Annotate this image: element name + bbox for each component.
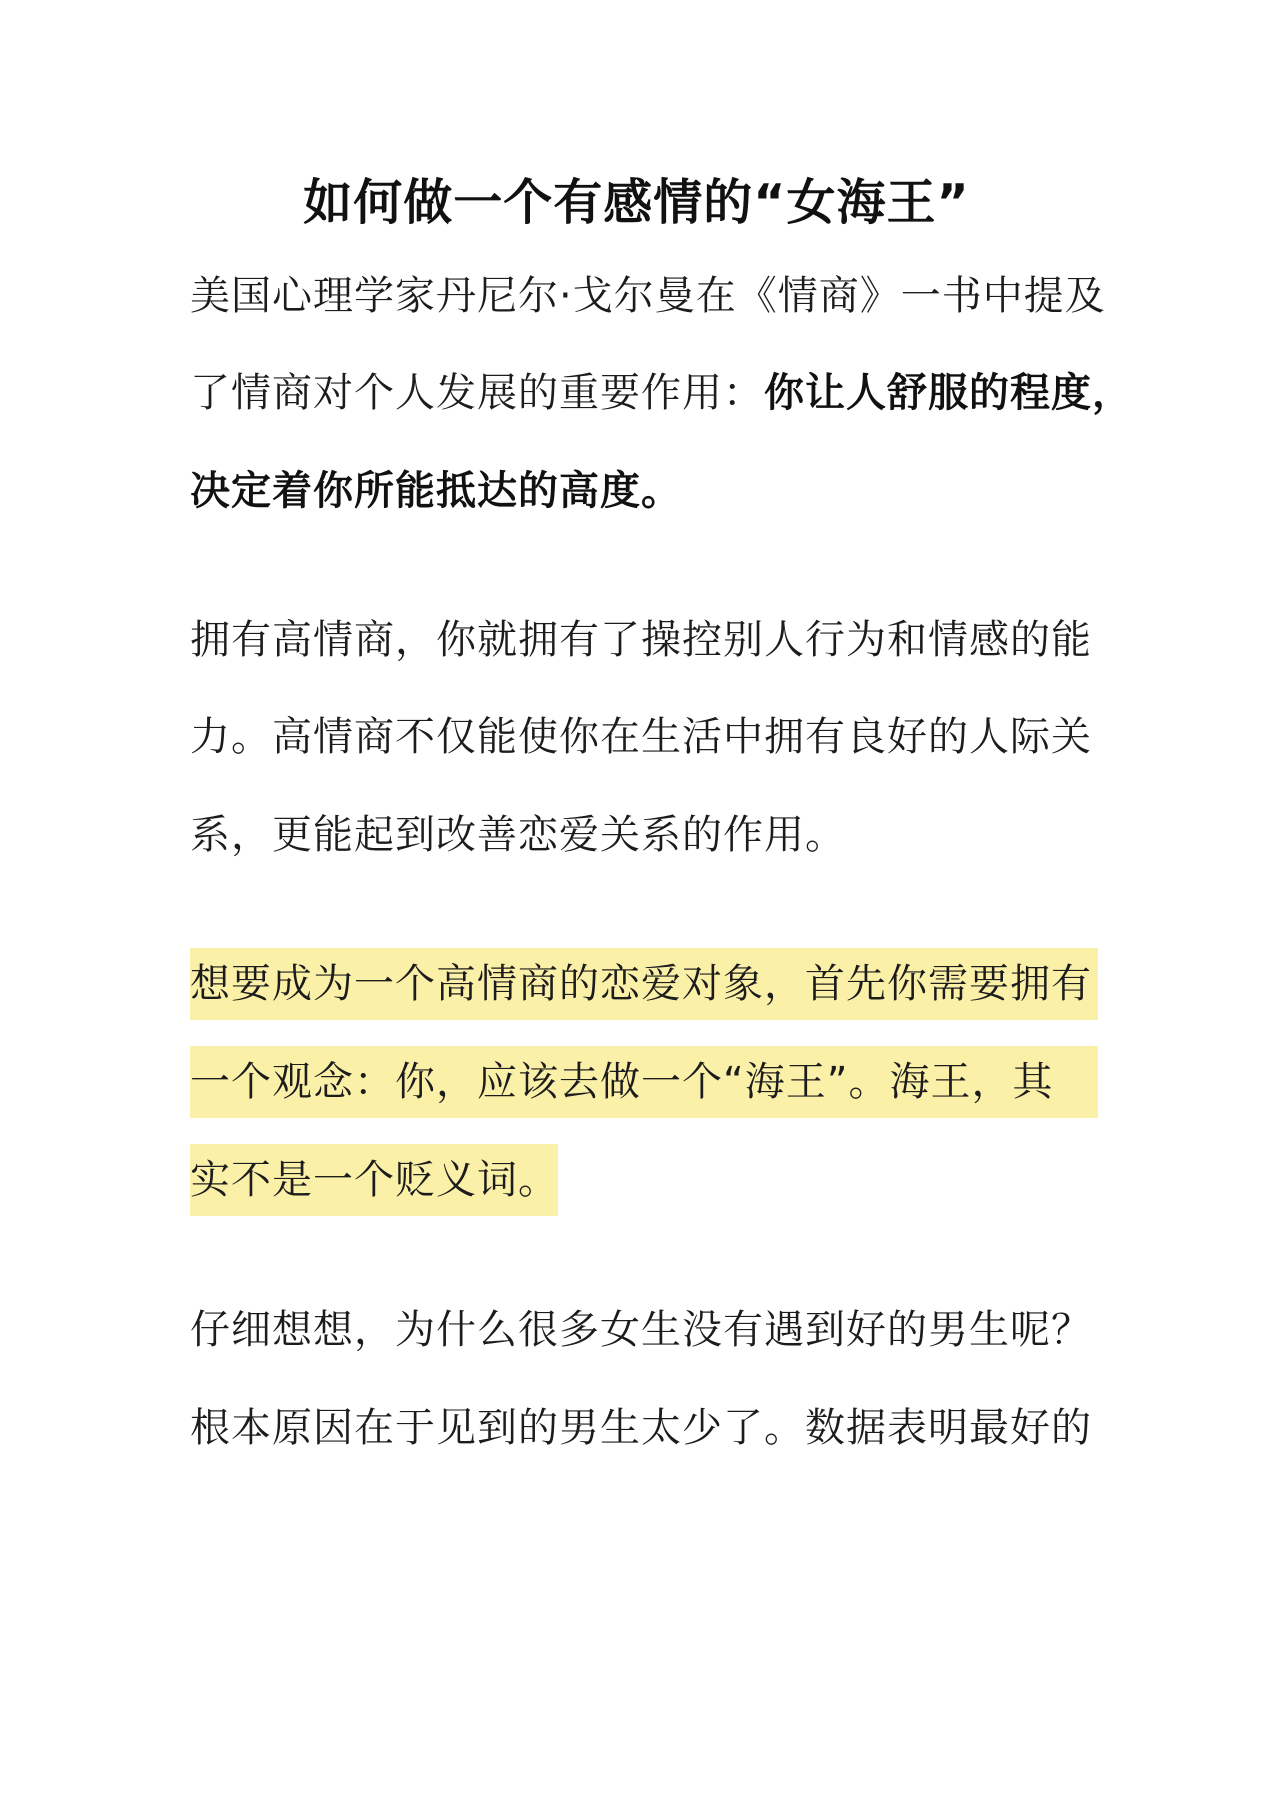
paragraph-4-line-2: 根本原因在于见到的男生太少了。数据表明最好的 [190, 1405, 1092, 1451]
paragraph-2-line-1: 拥有高情商，你就拥有了操控别人行为和情感的能 [190, 617, 1092, 663]
paragraph-1-line-1: 美国心理学家丹尼尔·戈尔曼在《情商》一书中提及 [190, 273, 1106, 319]
paragraph-2-line-2: 力。高情商不仅能使你在生活中拥有良好的人际关 [190, 714, 1092, 760]
paragraph-1-line-2 [190, 357, 1133, 429]
paragraph-4-line-1: 仔细想想，为什么很多女生没有遇到好的男生呢？ [190, 1307, 1092, 1353]
paragraph-1-line-3-bold: 决定着你所能抵达的高度。 [190, 468, 682, 514]
paragraph-3-line-2-highlighted: 一个观念：你，应该去做一个“海王”。海王，其 [190, 1059, 1054, 1105]
paragraph-3-line-3-highlighted: 实不是一个贬义词。 [190, 1157, 559, 1203]
paragraph-1-text: 了情商对个人发展的重要作用： [190, 370, 764, 416]
paragraph-3-line-1-highlighted: 想要成为一个高情商的恋爱对象，首先你需要拥有 [190, 961, 1092, 1007]
paragraph-1-bold-emphasis: 你让人舒服的程度， [764, 370, 1133, 416]
page-title: 如何做一个有感情的“女海王” [303, 174, 970, 231]
paragraph-2-line-3: 系，更能起到改善恋爱关系的作用。 [190, 812, 846, 858]
